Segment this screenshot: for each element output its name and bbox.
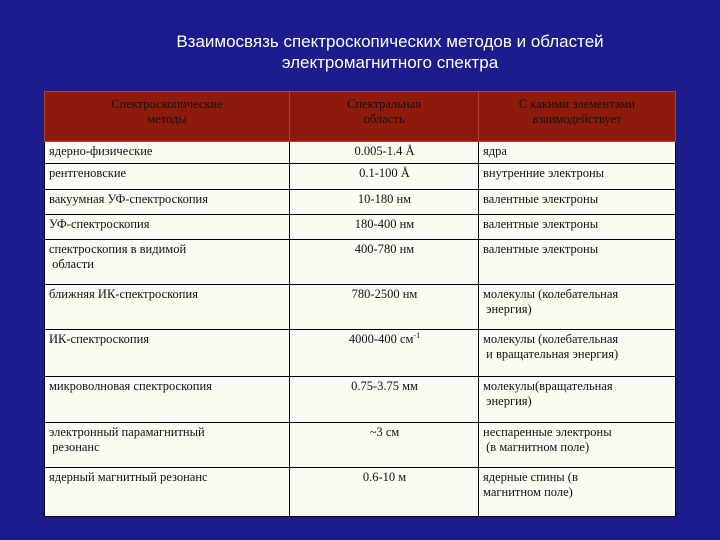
elements-cell: валентные электроны [479, 215, 676, 240]
header-region [290, 92, 479, 142]
table-row [45, 330, 676, 377]
header-region-line-1: Спектральная [347, 97, 421, 111]
header-methods-line-2: методы [147, 112, 187, 126]
elements-line-2: и вращательная энергия) [483, 347, 619, 361]
region-cell: 0.1-100 Å [290, 164, 479, 190]
elements-line-1: ядерные спины (в [483, 470, 578, 484]
method-cell: микроволновая спектроскопия [45, 377, 290, 423]
table-row [45, 240, 676, 285]
table-row [45, 285, 676, 330]
method-cell: рентгеновские [45, 164, 290, 190]
elements-cell [479, 285, 676, 330]
method-cell: ИК-спектроскопия [45, 330, 290, 377]
region-cell: 780-2500 нм [290, 285, 479, 330]
table-row [45, 164, 676, 190]
region-cell: 0.005-1.4 Å [290, 142, 479, 164]
header-methods [45, 92, 290, 142]
table-row [45, 142, 676, 164]
method-cell: ближняя ИК-спектроскопия [45, 285, 290, 330]
header-methods-line-1: Спектроскопические [111, 97, 223, 111]
elements-cell: внутренние электроны [479, 164, 676, 190]
elements-line-1: неспаренные электроны [483, 425, 612, 439]
region-cell: 0.6-10 м [290, 468, 479, 517]
table-row [45, 190, 676, 215]
header-elements [479, 92, 676, 142]
table-row [45, 423, 676, 468]
slide-title-line-1: Взаимосвязь спектроскопических методов и областей [176, 32, 604, 51]
slide-title [0, 31, 720, 73]
elements-cell [479, 330, 676, 377]
region-cell: 180-400 нм [290, 215, 479, 240]
spectroscopy-table [44, 91, 676, 517]
header-elements-line-2: взаимодействует [532, 112, 622, 126]
method-cell: ядерно-физические [45, 142, 290, 164]
elements-cell: ядра [479, 142, 676, 164]
table-row [45, 377, 676, 423]
elements-cell [479, 423, 676, 468]
region-value: 4000-400 см [348, 332, 414, 346]
elements-cell: валентные электроны [479, 240, 676, 285]
method-cell [45, 423, 290, 468]
method-line-1: электронный парамагнитный [49, 425, 205, 439]
header-region-line-2: область [363, 112, 405, 126]
method-cell: УФ-спектроскопия [45, 215, 290, 240]
method-cell: вакуумная УФ-спектроскопия [45, 190, 290, 215]
method-line-2: резонанс [49, 440, 100, 454]
elements-cell [479, 377, 676, 423]
method-line-2: области [49, 257, 94, 271]
table-row [45, 215, 676, 240]
elements-line-2: энергия) [483, 394, 532, 408]
method-cell: ядерный магнитный резонанс [45, 468, 290, 517]
elements-line-2: (в магнитном поле) [483, 440, 590, 454]
elements-line-1: молекулы(вращательная [483, 379, 613, 393]
table-row [45, 468, 676, 517]
region-cell: 10-180 нм [290, 190, 479, 215]
region-cell [290, 330, 479, 377]
elements-cell: валентные электроны [479, 190, 676, 215]
region-cell: 400-780 нм [290, 240, 479, 285]
region-cell: ~3 см [290, 423, 479, 468]
header-row [45, 92, 676, 142]
elements-line-2: магнитном поле) [483, 485, 573, 499]
method-line-1: спектроскопия в видимой [49, 242, 187, 256]
elements-line-2: энергия) [483, 302, 532, 316]
slide-title-line-2: электромагнитного спектра [281, 53, 499, 72]
header-elements-line-1: С какими элементами [518, 97, 636, 111]
elements-line-1: молекулы (колебательная [483, 332, 619, 346]
elements-line-1: молекулы (колебательная [483, 287, 619, 301]
method-cell [45, 240, 290, 285]
region-exponent: -1 [413, 330, 421, 340]
elements-cell [479, 468, 676, 517]
region-cell: 0.75-3.75 мм [290, 377, 479, 423]
